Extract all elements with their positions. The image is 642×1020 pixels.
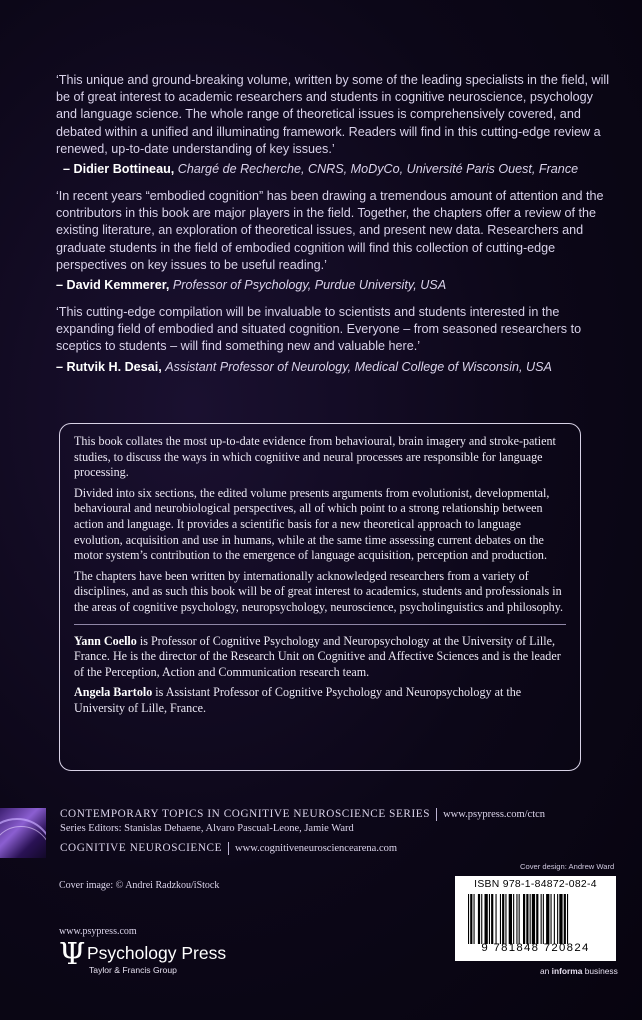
informa-suffix: business xyxy=(582,966,618,976)
barcode-bar xyxy=(530,894,531,944)
quote-text: ‘In recent years “embodied cognition” has been drawing a tremendous amount of attention and the contributors in this book are major players in the field. Together, the chapters offer a review of the existing literature, an exploration of theoretical issues, and present new data. Researchers and graduate students in the field of embodied cognition will find this collection of cutting-edge perspectives on key issues to be useful reading.’ xyxy=(56,189,604,272)
endorsement-quote xyxy=(56,72,616,178)
barcode-bar xyxy=(516,894,517,944)
barcode-bar xyxy=(559,894,562,944)
editor-bio xyxy=(74,685,566,716)
barcode-bar xyxy=(502,894,504,944)
series-title-line xyxy=(60,807,545,822)
barcode-bar xyxy=(468,894,469,944)
description-paragraph: The chapters have been written by internationally acknowledged researchers from a variety of disciplines, and as such this book will be of great interest to academics, students and professionals in the areas of cognitive psychology, neuropsychology, neuroscience, psycholinguistics and philosophy. xyxy=(74,568,564,614)
series-url: www.psypress.com/ctcn xyxy=(443,809,546,820)
publisher-name: Psychology Press xyxy=(87,943,227,963)
barcode-bar xyxy=(536,894,538,944)
description-paragraph: Divided into six sections, the edited volume presents arguments from evolutionist, developmental, behavioural and neurobiological perspectives, all of which point to a strong relationship between action and language. It provides a scientific basis for a new theoretical approach to language evolution, acquisition and use in humans, while at the same time assessing current debates on the motor system’s contribution to the emergence of language acquisition, perception and production. xyxy=(74,485,550,563)
editor-bio xyxy=(74,634,566,681)
barcode-bar xyxy=(554,894,555,944)
quote-text: ‘This unique and ground-breaking volume, written by some of the leading specialists in the field, will be of great interest to academic researchers and students in cognitive neuroscience, psychology and language science. The whole range of theoretical issues is comprehensively covered, and debated within a unified and illuminating framework. Readers will find in this cutting-edge review a renewed, up-to-date understanding of key issues.’ xyxy=(56,73,610,156)
series-info xyxy=(60,807,545,856)
cover-design-credit: Cover design: Andrew Ward xyxy=(520,862,615,871)
quote-author-role: Professor of Psychology, Purdue University, USA xyxy=(172,278,447,293)
barcode-bar xyxy=(496,894,497,944)
editor-bio-text: is Assistant Professor of Cognitive Psychology and Neuropsychology at the University of Lille, France. xyxy=(74,685,522,715)
quote-author-role: Chargé de Recherche, CNRS, MoDyCo, Université Paris Ouest, France xyxy=(177,162,579,177)
barcode-bar xyxy=(485,894,488,944)
barcode-bar xyxy=(532,894,535,944)
barcode-bar xyxy=(526,894,528,944)
arena-title: COGNITIVE NEUROSCIENCE xyxy=(60,842,223,854)
quote-attribution xyxy=(56,161,616,178)
barcode-bar xyxy=(541,894,542,944)
quote-text: ‘This cutting-edge compilation will be invaluable to scientists and students interested in the expanding field of embodied and situated cognition. Everyone – from seasoned researchers to sceptics to students – will find something new and valuable here.’ xyxy=(56,305,582,354)
editor-bio-text: is Professor of Cognitive Psychology and Neuropsychology at the University of Lille, France. He is the director of the Research Unit on Cognitive and Affective Sciences and is the leader of the Perception, Action and Communication research team. xyxy=(74,633,561,679)
quote-attribution xyxy=(56,277,616,294)
barcode-bar xyxy=(478,894,480,944)
barcode-bar xyxy=(543,894,544,944)
quote-attribution xyxy=(56,359,616,376)
book-description-box xyxy=(59,423,581,771)
quote-author-role: Assistant Professor of Neurology, Medical College of Wisconsin, USA xyxy=(165,359,552,374)
arena-line xyxy=(60,841,545,856)
barcode-bar xyxy=(470,894,472,944)
cover-image-credit: Cover image: © Andrei Radzkou/iStock xyxy=(59,880,220,891)
barcode-bar xyxy=(546,894,549,944)
barcode-bar xyxy=(513,894,514,944)
publisher-group: Taylor & Francis Group xyxy=(89,965,177,975)
barcode-bar xyxy=(474,894,475,944)
description-paragraph: This book collates the most up-to-date evidence from behavioural, brain imagery and stroke-patient studies, to discuss the ways in which cognitive and neural processes are responsible for language processing. xyxy=(74,434,556,480)
divider xyxy=(74,624,566,625)
informa-brand: informa xyxy=(551,966,583,976)
barcode xyxy=(455,876,616,961)
quote-author-name: – Didier Bottineau, xyxy=(63,162,175,177)
endorsement-quote xyxy=(56,188,616,294)
series-editors: Series Editors: Stanislas Dehaene, Alvaro Pascual-Leone, Jamie Ward xyxy=(60,823,354,834)
barcode-bar xyxy=(557,894,558,944)
isbn-label: ISBN 978-1-84872-082-4 xyxy=(474,879,597,890)
series-title: CONTEMPORARY TOPICS IN COGNITIVE NEUROSCIENCE SERIES xyxy=(60,808,431,820)
barcode-digits: 9 781848 720824 xyxy=(481,942,590,954)
endorsement-quotes xyxy=(56,72,616,386)
informa-tagline xyxy=(540,966,618,976)
separator xyxy=(228,842,229,855)
endorsement-quote xyxy=(56,304,616,376)
barcode-bar xyxy=(491,894,493,944)
quote-author-name: – David Kemmerer, xyxy=(56,278,170,293)
informa-prefix: an xyxy=(540,966,552,976)
barcode-bar xyxy=(509,894,512,944)
barcode-bar xyxy=(500,894,501,944)
editor-name: Angela Bartolo xyxy=(74,685,153,700)
barcode-bar xyxy=(523,894,525,944)
barcode-bar xyxy=(567,894,568,944)
barcode-bar xyxy=(489,894,490,944)
separator xyxy=(436,808,437,821)
barcode-bar xyxy=(564,894,566,944)
arena-url: www.cognitiveneurosciencearena.com xyxy=(235,843,398,854)
editor-name: Yann Coello xyxy=(74,633,137,648)
quote-author-name: – Rutvik H. Desai, xyxy=(56,359,162,374)
barcode-bar xyxy=(481,894,482,944)
publisher-logo xyxy=(59,937,239,981)
barcode-bar xyxy=(519,894,520,944)
publisher-url: www.psypress.com xyxy=(59,926,137,937)
barcode-bar xyxy=(505,894,506,944)
barcode-bar xyxy=(551,894,552,944)
series-logo-image xyxy=(0,808,46,858)
psi-logo-icon: Ψ xyxy=(59,937,86,972)
barcode-bars xyxy=(468,894,608,944)
